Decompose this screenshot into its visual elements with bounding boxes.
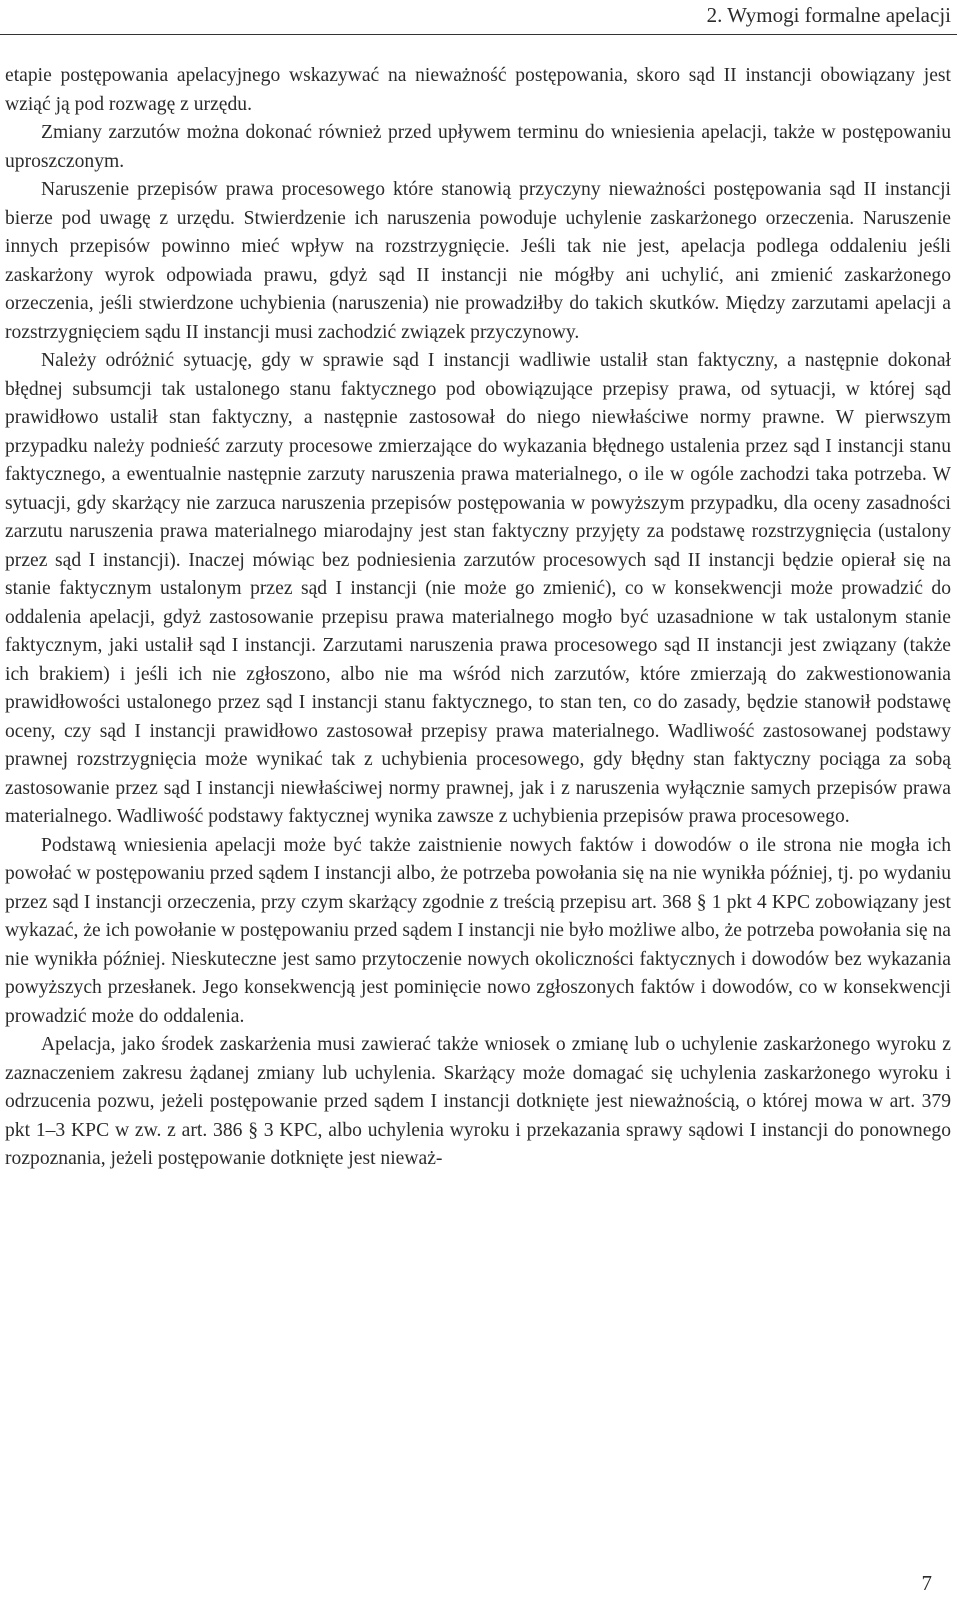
paragraph: Apelacja, jako środek zaskarżenia musi zawierać także wniosek o zmianę lub o uchylenie zaskarżonego wyroku z zaznaczeniem zakresu żądanej zmiany lub uchylenia. Skarżący może domagać się uchylenia zaskarżonego wyroku i odrzucenia pozwu, jeżeli postępowanie przed sądem I instancji dotknięte jest nieważnością, o której mowa w art. 379 pkt 1–3 KPC w zw. z art. 386 § 3 KPC, albo uchylenia wyroku i przekazania sprawy sądowi I instancji do ponownego rozpoznania, jeżeli postępowanie dotknięte jest nieważ- bbox=[5, 1034, 951, 1169]
paragraph: Zmiany zarzutów można dokonać również przed upływem terminu do wniesienia apelacji, także w postępowaniu uproszczonym. bbox=[5, 122, 951, 172]
chapter-title: 2. Wymogi formalne apelacji bbox=[706, 3, 951, 27]
page-number: 7 bbox=[921, 1571, 932, 1595]
paragraph-continuation: etapie postępowania apelacyjnego wskazywać na nieważność postępowania, skoro sąd II instancji obowiązany jest wziąć ją pod rozwagę z urzędu. bbox=[5, 65, 951, 115]
page-body bbox=[5, 62, 951, 1174]
paragraph: Podstawą wniesienia apelacji może być także zaistnienie nowych faktów i dowodów o ile strona nie mogła ich powołać w postępowaniu przed sądem I instancji albo, że potrzeba powołania się na nie wynikła później, tj. po wydaniu przez sąd I instancji orzeczenia, przy czym skarżący zgodnie z treścią przepisu art. 368 § 1 pkt 4 KPC zobowiązany jest wykazać, że ich powołanie w postępowaniu przed sądem I instancji nie było możliwe albo, że potrzeba powołania się na nie wynikła później. Nieskuteczne jest samo przytoczenie nowych okoliczności faktycznych i dowodów bez wykazania powyższych przesłanek. Jego konsekwencją jest pominięcie nowo zgłoszonych faktów i dowodów, co w konsekwencji prowadzić może do oddalenia. bbox=[5, 834, 951, 1027]
running-header bbox=[0, 0, 957, 35]
paragraph: Naruszenie przepisów prawa procesowego które stanowią przyczyny nieważności postępowania sąd II instancji bierze pod uwagę z urzędu. Stwierdzenie ich naruszenia powoduje uchylenie zaskarżonego orzeczenia. Naruszenie innych przepisów powinno mieć wpływ na rozstrzygnięcie. Jeśli tak nie jest, apelacja podlega oddaleniu jeśli zaskarżony wyrok odpowiada prawu, gdyż sąd II instancji nie mógłby ani uchylić, ani zmienić zaskarżonego orzeczenia, jeśli stwierdzone uchybienia (naruszenia) nie prowadziłby do takich skutków. Między zarzutami apelacji a rozstrzygnięciem sądu II instancji musi zachodzić związek przyczynowy. bbox=[5, 179, 951, 343]
paragraph: Należy odróżnić sytuację, gdy w sprawie sąd I instancji wadliwie ustalił stan faktyczny, a następnie dokonał błędnej subsumcji tak ustalonego stanu faktycznego pod obowiązujące przepisy prawa, od sytuacji, w której sąd prawidłowo ustalił stan faktyczny, a następnie zastosował do niego niewłaściwe normy prawne. W pierwszym przypadku należy podnieść zarzuty procesowe zmierzające do wykazania błędnego ustalenia przez sąd I instancji stanu faktycznego, a ewentualnie następnie zarzuty naruszenia prawa materialnego, o ile w ogóle zachodzi taka potrzeba. W sytuacji, gdy skarżący nie zarzuca naruszenia przepisów postępowania w powyższym przypadku, dla oceny zasadności zarzutu naruszenia prawa materialnego miarodajny jest stan faktyczny przyjęty za podstawę rozstrzygnięcia (ustalony przez sąd I instancji). Inaczej mówiąc bez podniesienia zarzutów procesowych sąd II instancji będzie opierał się na stanie faktycznym ustalonym przez sąd I instancji (nie może go zmienić), co w konsekwencji może prowadzić do oddalenia apelacji, gdyż zastosowanie przepisu prawa materialnego mogło być uzasadnione w tak ustalonym stanie faktycznym, jaki ustalił sąd I instancji. Zarzutami naruszenia prawa procesowego sąd II instancji jest związany (także ich brakiem) i jeśli ich nie zgłoszono, albo nie ma wśród nich zarzutów, które zmierzają do zakwestionowania prawidłowości ustalonego przez sąd I instancji stanu faktycznego, to stan ten, co do zasady, będzie stanowił podstawę oceny, czy sąd I instancji prawidłowo zastosował przepisy prawa materialnego. Wadliwość zastosowanej podstawy prawnej rozstrzygnięcia może wynikać tak z uchybienia procesowego, gdy błędny stan faktyczny pociąga za sobą zastosowanie przez sąd I instancji niewłaściwej normy prawnej, jak i z naruszenia wyłącznie samych przepisów prawa materialnego. Wadliwość podstawy faktycznej wynika zawsze z uchybienia przepisów prawa procesowego. bbox=[5, 350, 951, 827]
